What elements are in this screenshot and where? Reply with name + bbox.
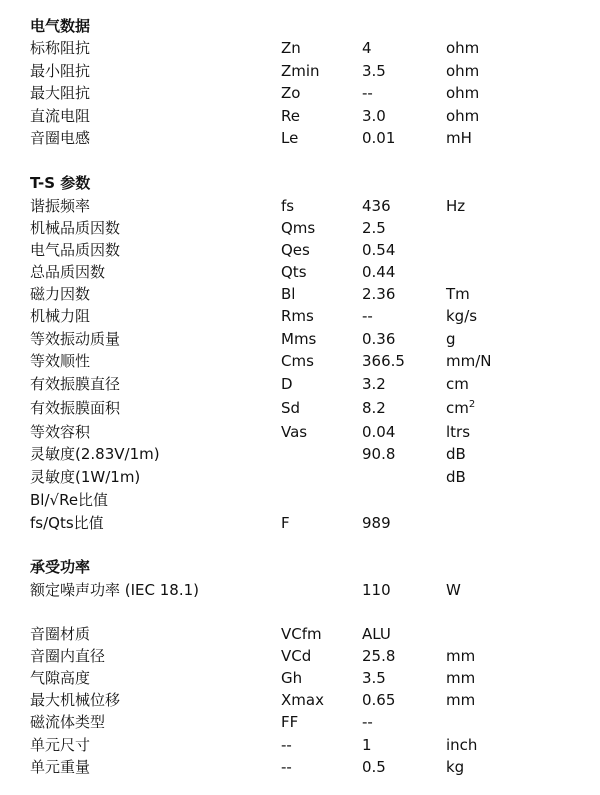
- param-value: 2.5: [362, 219, 386, 237]
- param-name: 等效振动质量: [30, 330, 121, 348]
- unit-base: cm: [446, 399, 469, 417]
- param-unit: mm/N: [446, 352, 492, 370]
- param-value: --: [362, 307, 373, 325]
- param-value: 2.36: [362, 285, 396, 303]
- param-symbol: Bl: [281, 285, 296, 303]
- param-name: fs/Qts比值: [30, 514, 104, 532]
- spec-row: [0, 443, 600, 465]
- param-symbol: fs: [281, 197, 295, 215]
- spec-row: [0, 105, 600, 127]
- param-symbol: --: [281, 758, 292, 776]
- param-unit: mH: [446, 129, 472, 147]
- param-symbol: Qts: [281, 263, 307, 281]
- param-unit: g: [446, 330, 456, 348]
- param-name: 音圈材质: [30, 625, 91, 643]
- param-unit: inch: [446, 736, 478, 754]
- param-name: 最大机械位移: [30, 691, 121, 709]
- param-value: 3.2: [362, 375, 386, 393]
- param-name: 标称阻抗: [30, 39, 91, 57]
- spec-row: [0, 466, 600, 488]
- param-value: 0.54: [362, 241, 396, 259]
- spec-row: [0, 37, 600, 59]
- param-name: 有效振膜直径: [30, 375, 121, 393]
- param-name: 等效顺性: [30, 352, 91, 370]
- spec-row: [0, 239, 600, 261]
- param-value: ALU: [362, 625, 391, 643]
- param-unit: kg: [446, 758, 465, 776]
- param-unit: mm: [446, 647, 476, 665]
- spec-row: [0, 512, 600, 534]
- spec-row: [0, 667, 600, 689]
- spec-row: [0, 195, 600, 217]
- param-unit: W: [446, 581, 461, 599]
- spec-row: [0, 350, 600, 372]
- spec-row: [0, 217, 600, 239]
- param-unit: ohm: [446, 107, 480, 125]
- param-symbol: VCfm: [281, 625, 322, 643]
- param-value: 25.8: [362, 647, 396, 665]
- spec-row: [0, 283, 600, 305]
- param-symbol: Re: [281, 107, 300, 125]
- param-symbol: D: [281, 375, 293, 393]
- param-symbol: Rms: [281, 307, 314, 325]
- param-value: 1: [362, 736, 372, 754]
- param-value: 3.5: [362, 62, 386, 80]
- param-value: 90.8: [362, 445, 396, 463]
- param-symbol: Zn: [281, 39, 301, 57]
- spec-row: [0, 579, 600, 601]
- param-value: 0.01: [362, 129, 396, 147]
- param-symbol: F: [281, 514, 290, 532]
- param-unit: cm: [446, 375, 469, 393]
- param-name: 直流电阻: [30, 107, 91, 125]
- param-symbol: Mms: [281, 330, 317, 348]
- param-name: 总品质因数: [30, 263, 106, 281]
- param-unit: Tm: [446, 285, 470, 303]
- param-unit: [446, 397, 475, 419]
- param-unit: ohm: [446, 84, 480, 102]
- param-name: 最大阻抗: [30, 84, 91, 102]
- param-value: 110: [362, 581, 391, 599]
- spec-row: [0, 711, 600, 733]
- param-value: 0.36: [362, 330, 396, 348]
- param-name: 磁力因数: [30, 285, 91, 303]
- section-heading-power: [0, 556, 600, 578]
- spec-row: [0, 328, 600, 350]
- param-unit: ltrs: [446, 423, 471, 441]
- param-name: 单元重量: [30, 758, 91, 776]
- spec-row: [0, 127, 600, 149]
- spec-row: [0, 734, 600, 756]
- param-value: 3.0: [362, 107, 386, 125]
- spec-row: [0, 689, 600, 711]
- param-name: 单元尺寸: [30, 736, 91, 754]
- section-heading-electrical: [0, 15, 600, 37]
- spec-row: [0, 623, 600, 645]
- param-symbol: Zo: [281, 84, 301, 102]
- param-value: 0.5: [362, 758, 386, 776]
- param-value: 366.5: [362, 352, 405, 370]
- param-value: 436: [362, 197, 391, 215]
- param-value: --: [362, 84, 373, 102]
- param-value: --: [362, 713, 373, 731]
- spec-row: [0, 421, 600, 443]
- param-symbol: Qes: [281, 241, 310, 259]
- param-name: 音圈内直径: [30, 647, 106, 665]
- param-name: Bl/√Re比值: [30, 491, 109, 509]
- param-symbol: Cms: [281, 352, 314, 370]
- param-unit: Hz: [446, 197, 466, 215]
- spec-row: [0, 261, 600, 283]
- spec-row: [0, 60, 600, 82]
- param-unit: dB: [446, 445, 466, 463]
- spec-row: [0, 756, 600, 778]
- param-symbol: Vas: [281, 423, 308, 441]
- param-name: 额定噪声功率 (IEC 18.1): [30, 581, 200, 599]
- param-symbol: Qms: [281, 219, 316, 237]
- param-unit: ohm: [446, 39, 480, 57]
- param-value: 0.65: [362, 691, 396, 709]
- param-value: 0.04: [362, 423, 396, 441]
- param-name: 谐振频率: [30, 197, 91, 215]
- param-symbol: VCd: [281, 647, 312, 665]
- spec-row: [0, 645, 600, 667]
- param-name: 气隙高度: [30, 669, 91, 687]
- param-value: 3.5: [362, 669, 386, 687]
- spec-row: [0, 82, 600, 104]
- param-symbol: FF: [281, 713, 299, 731]
- param-value: 8.2: [362, 399, 386, 417]
- param-name: 音圈电感: [30, 129, 91, 147]
- param-value: 4: [362, 39, 372, 57]
- param-name: 磁流体类型: [30, 713, 106, 731]
- param-name: 机械品质因数: [30, 219, 121, 237]
- param-symbol: Sd: [281, 399, 301, 417]
- section-heading-ts: [0, 172, 600, 194]
- param-unit: dB: [446, 468, 466, 486]
- param-symbol: Gh: [281, 669, 303, 687]
- param-name: 最小阻抗: [30, 62, 91, 80]
- param-symbol: Xmax: [281, 691, 324, 709]
- spec-row: [0, 489, 600, 511]
- param-name: 等效容积: [30, 423, 91, 441]
- param-name: 有效振膜面积: [30, 399, 121, 417]
- param-unit: mm: [446, 669, 476, 687]
- param-unit: ohm: [446, 62, 480, 80]
- spec-row: [0, 397, 600, 419]
- section-title: T-S 参数: [30, 174, 91, 192]
- unit-superscript: 2: [468, 399, 476, 410]
- spec-row: [0, 373, 600, 395]
- section-title: 电气数据: [30, 17, 91, 35]
- param-symbol: Le: [281, 129, 299, 147]
- param-name: 机械力阻: [30, 307, 91, 325]
- param-symbol: --: [281, 736, 292, 754]
- param-unit: mm: [446, 691, 476, 709]
- param-symbol: Zmin: [281, 62, 320, 80]
- param-name: 电气品质因数: [30, 241, 121, 259]
- spec-row: [0, 305, 600, 327]
- section-title: 承受功率: [30, 558, 91, 576]
- param-value: 989: [362, 514, 391, 532]
- param-unit: kg/s: [446, 307, 478, 325]
- param-value: 0.44: [362, 263, 396, 281]
- param-name: 灵敏度(1W/1m): [30, 468, 141, 486]
- param-name: 灵敏度(2.83V/1m): [30, 445, 160, 463]
